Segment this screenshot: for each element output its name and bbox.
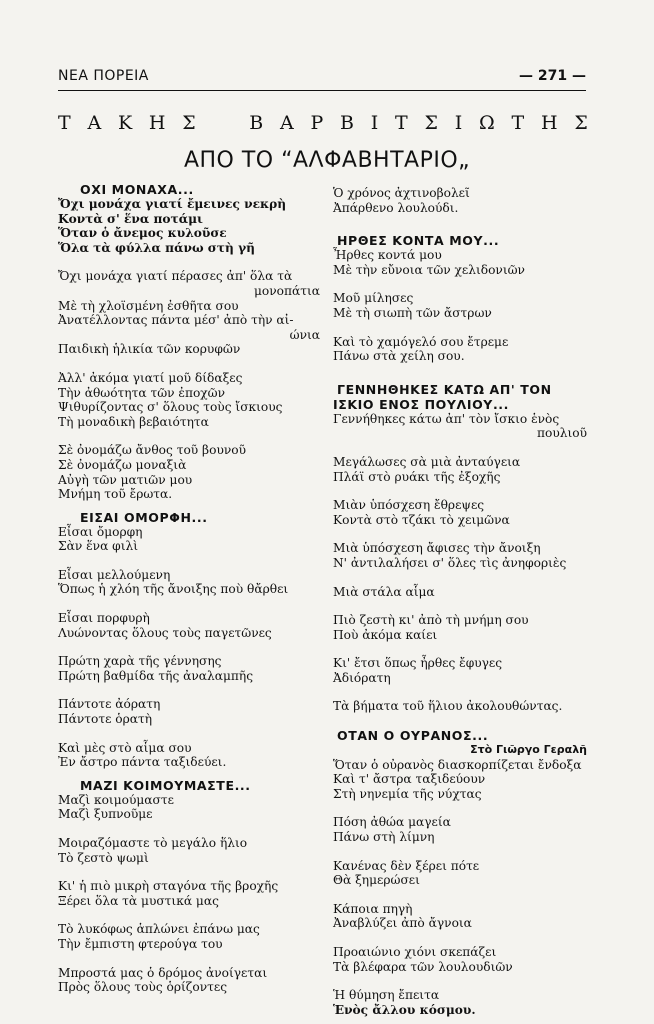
verse-line: Κοντὰ στὸ τζάκι τὸ χειμῶνα [333, 512, 510, 527]
verse-line: Εἶσαι πορφυρὴ [58, 611, 150, 626]
stanza [333, 656, 587, 685]
verse-line: Μιὰ στάλα αἷμα [333, 584, 435, 599]
verse-line: Κανένας δὲν ξέρει πότε [333, 858, 480, 873]
verse-line: Κοντὰ σ' ἕνα ποτάμι [58, 211, 203, 226]
poem-title: ΗΡΘΕΣ ΚΟΝΤΑ ΜΟΥ... [337, 233, 500, 249]
verse-line: Μεγάλωσες σὰ μιὰ ἀνταύγεια [333, 454, 521, 469]
author-letter: Η [148, 112, 166, 134]
poem-title-continuation: ΙΣΚΙΟ ΕΝΟΣ ΠΟΥΛΙΟΥ... [333, 396, 510, 412]
verse-line: Εἶσαι ὄμορφη [58, 524, 143, 539]
stanza [333, 248, 587, 277]
author-letter: Τ [511, 112, 525, 134]
stanza [333, 699, 587, 714]
verse-line: Τὴν ἔμπιστη φτερούγα του [58, 936, 223, 951]
stanza [333, 815, 587, 844]
author-letter: Σ [574, 112, 588, 134]
verse-line: Τὴ μοναδικὴ βεβαιότητα [58, 414, 209, 429]
verse-line: Μοῦ μίλησες [333, 291, 414, 306]
verse-line: Προαιώνιο χιόνι σκεπάζει [333, 945, 497, 959]
verse-line: Μπροστά μας ὁ δρόμος ἀνοίγεται [58, 965, 268, 980]
author-letter: Ι [454, 112, 463, 134]
stanza [333, 945, 587, 974]
verse-line: Σὲ ὀνομάζω ἄνθος τοῦ βουνοῦ [58, 443, 247, 458]
verse-line: Ἐν ἄστρο πάντα ταξιδεύει. [58, 755, 227, 770]
verse-line: Μνήμη τοῦ ἔρωτα. [58, 487, 173, 502]
dedication: Στὸ Γιῶργο Γεραλῆ [470, 743, 587, 757]
verse-line: Μὲ τὴ σιωπὴ τῶν ἄστρων [333, 305, 492, 320]
verse-line: Στὴ νηνεμία τῆς νύχτας [333, 786, 482, 801]
stanza [58, 741, 320, 770]
verse-line-continuation: μονοπάτια [254, 283, 320, 298]
verse-line: Κάποια πηγὴ [333, 901, 413, 916]
verse-line: Καὶ μὲς στὸ αἷμα σου [58, 740, 192, 755]
stanza [58, 525, 320, 554]
stanza [333, 772, 587, 801]
verse-line: Ἦρθες κοντά μου [333, 248, 442, 263]
author-letter: Β [249, 112, 264, 134]
author-letter: Ι [370, 112, 379, 134]
verse-line: Ἀναβλύζει ἀπὸ ἄγνοια [333, 916, 472, 931]
author-letter: Ρ [310, 112, 324, 134]
right-column [333, 186, 587, 1017]
verse-line: Γεννήθηκες κάτω ἀπ' τὸν ἴσκιο ἑνὸς [333, 411, 560, 426]
verse-line: Παιδικὴ ἡλικία τῶν κορυφῶν [58, 342, 241, 357]
verse-line: Ὅπως ἡ χλόη τῆς ἄνοιξης ποὺ θἄρθει [58, 582, 289, 597]
stanza [58, 611, 320, 640]
verse-line-continuation: ώνια [289, 327, 320, 342]
running-header [58, 68, 586, 90]
stanza [58, 836, 320, 865]
author-letter: Κ [117, 112, 133, 134]
author-letter: Α [87, 112, 102, 134]
verse-line: Ξέρει ὅλα τὰ μυστικά μας [58, 893, 219, 908]
verse-line: Πρώτη χαρὰ τῆς γέννησης [58, 654, 222, 669]
verse-line: Κι' ἔτσι ὅπως ἦρθες ἔφυγες [333, 656, 503, 671]
stanza [58, 922, 320, 951]
stanza [58, 654, 320, 683]
verse-line: Πάνω στὴ λίμνη [333, 830, 435, 845]
left-column [58, 182, 320, 995]
verse-line: Τὸ λυκόφως ἁπλώνει ἐπάνω μας [58, 922, 260, 937]
verse-line: Ὁ χρόνος ἀχτινοβολεῖ [333, 186, 470, 200]
verse-line: Πάντοτε ἀόρατη [58, 697, 161, 712]
stanza [58, 568, 320, 597]
verse-line: Ὅλα τὰ φύλλα πάνω στὴ γῆ [58, 240, 255, 255]
verse-line: Τὰ βλέφαρα τῶν λουλουδιῶν [333, 959, 513, 974]
stanza [333, 335, 587, 364]
collection-title: ΑΠΟ ΤΟ “ΑΛΦΑΒΗΤΑΡΙΟ„ [183, 148, 471, 173]
verse-line: Τὴν ἀθωότητα τῶν ἐποχῶν [58, 385, 226, 400]
verse-line: Ὄχι μονάχα γιατί ἔμεινες νεκρὴ [58, 197, 287, 211]
verse-line: Θὰ ξημερώσει [333, 873, 420, 888]
verse-line: Καὶ τ' ἄστρα ταξιδεύουν [333, 772, 486, 787]
verse-line: Ἀδιόρατη [333, 670, 391, 685]
poem-title: ΓΕΝΝΗΘΗΚΕΣ ΚΑΤΩ ΑΠ' ΤΟΝ [337, 381, 552, 397]
poem-title: ΟΧΙ ΜΟΝΑΧΑ... [80, 182, 194, 197]
verse-line: Αὐγὴ τῶν ματιῶν μου [58, 472, 193, 487]
poem-title: ΜΑΖΙ ΚΟΙΜΟΥΜΑΣΤΕ... [80, 777, 251, 793]
stanza [333, 859, 587, 888]
poem-title: ΕΙΣΑΙ ΟΜΟΡΦΗ... [80, 509, 208, 525]
author-letter: Τ [58, 112, 71, 134]
verse-line: Σὰν ἕνα φιλὶ [58, 539, 138, 554]
verse-line: Ἑνὸς ἄλλου κόσμου. [333, 1002, 476, 1017]
verse-line: Τὰ βήματα τοῦ ἥλιου ἀκολουθώντας. [333, 699, 563, 714]
verse-line: Ἡ θύμηση ἔπειτα [333, 988, 440, 1003]
author-letter: Η [540, 112, 558, 134]
author-letter: Σ [182, 112, 196, 134]
author-letter: Τ [395, 112, 408, 134]
verse-line: Σὲ ὀνομάζω μοναξιὰ [58, 457, 187, 472]
author-letter: Α [279, 112, 294, 134]
verse-line: Ὅταν ὁ οὐρανὸς διασκορπίζεται ἔνδοξα [333, 757, 582, 772]
stanza [58, 793, 320, 822]
stanza [333, 902, 587, 931]
poem-title: ΟΤΑΝ Ο ΟΥΡΑΝΟΣ... [337, 728, 489, 744]
verse-line: Πόση ἀθώα μαγεία [333, 815, 451, 830]
header-rule [58, 90, 586, 91]
stanza [58, 443, 320, 501]
stanza [333, 585, 587, 600]
verse-line: Ν' ἀντιλαλήσει σ' ὅλες τὶς ἀνηφοριὲς [333, 555, 567, 570]
author-name [58, 112, 588, 134]
verse-line: Λυώνοντας ὅλους τοὺς παγετῶνες [58, 625, 272, 640]
verse-line: Μιὰν ὑπόσχεση ἔθρεψες [333, 498, 485, 513]
stanza [58, 269, 320, 357]
author-letter: Β [340, 112, 354, 134]
verse-line: Μὲ τὴν εὔνοια τῶν χελιδονιῶν [333, 262, 525, 277]
stanza [58, 371, 320, 429]
page-number: — 271 — [519, 68, 586, 84]
stanza [333, 988, 587, 1017]
verse-line: Μαζὶ ξυπνοῦμε [58, 807, 153, 822]
magazine-name: ΝΕΑ ΠΟΡΕΙΑ [58, 68, 149, 84]
verse-line: Ὅταν ὁ ἄνεμος κυλοῦσε [58, 226, 227, 241]
verse-line: Πρώτη βαθμίδα τῆς ἀναλαμπῆς [58, 668, 254, 683]
verse-line: Ψιθυρίζοντας σ' ὅλους τοὺς ἴσκιους [58, 400, 283, 415]
verse-line: Ἀνατέλλοντας πάντα μέσ' ἀπὸ τὴν αἰ- [58, 313, 294, 328]
stanza [333, 455, 587, 484]
verse-line: Ἀπάρθενο λουλούδι. [333, 200, 459, 215]
stanza [333, 186, 587, 215]
verse-line: Πάνω στὰ χείλη σου. [333, 349, 465, 364]
verse-line: Πλάϊ στὸ ρυάκι τῆς ἐξοχῆς [333, 469, 501, 484]
author-letter: Σ [424, 112, 438, 134]
stanza [333, 291, 587, 320]
verse-line: Εἶσαι μελλούμενη [58, 567, 171, 582]
verse-line: Μιὰ ὑπόσχεση ἄφισες τὴν ἄνοιξη [333, 541, 541, 556]
stanza [333, 613, 587, 642]
verse-line: Μὲ τὴ χλοϊσμένη ἐσθῆτα σου [58, 298, 239, 313]
verse-line: Μαζὶ κοιμούμαστε [58, 792, 174, 807]
verse-line: Κι' ἡ πιὸ μικρὴ σταγόνα τῆς βροχῆς [58, 879, 279, 894]
verse-line: Τὸ ζεστὸ ψωμὶ [58, 850, 149, 865]
stanza [333, 498, 587, 527]
author-letter: Ω [478, 112, 495, 134]
stanza [333, 541, 587, 570]
verse-line: Πιὸ ζεστὴ κι' ἀπὸ τὴ μνήμη σου [333, 613, 529, 628]
verse-line-continuation: πουλιοῦ [536, 426, 587, 441]
verse-line: Πάντοτε ὁρατὴ [58, 712, 153, 727]
stanza [58, 697, 320, 726]
verse-line: Ὄχι μονάχα γιατί πέρασες ἀπ' ὅλα τὰ [58, 269, 293, 284]
verse-line: Μοιραζόμαστε τὸ μεγάλο ἥλιο [58, 836, 248, 850]
verse-line: Πρὸς ὅλους τοὺς ὁρίζοντες [58, 980, 228, 995]
verse-line: Καὶ τὸ χαμόγελό σου ἔτρεμε [333, 334, 509, 349]
stanza [58, 879, 320, 908]
verse-line: Ποὺ ἀκόμα καίει [333, 627, 438, 642]
stanza [58, 197, 320, 255]
author-space [212, 112, 232, 134]
stanza [58, 966, 320, 995]
verse-line: Ἀλλ' ἀκόμα γιατί μοῦ δίδαξες [58, 370, 243, 385]
